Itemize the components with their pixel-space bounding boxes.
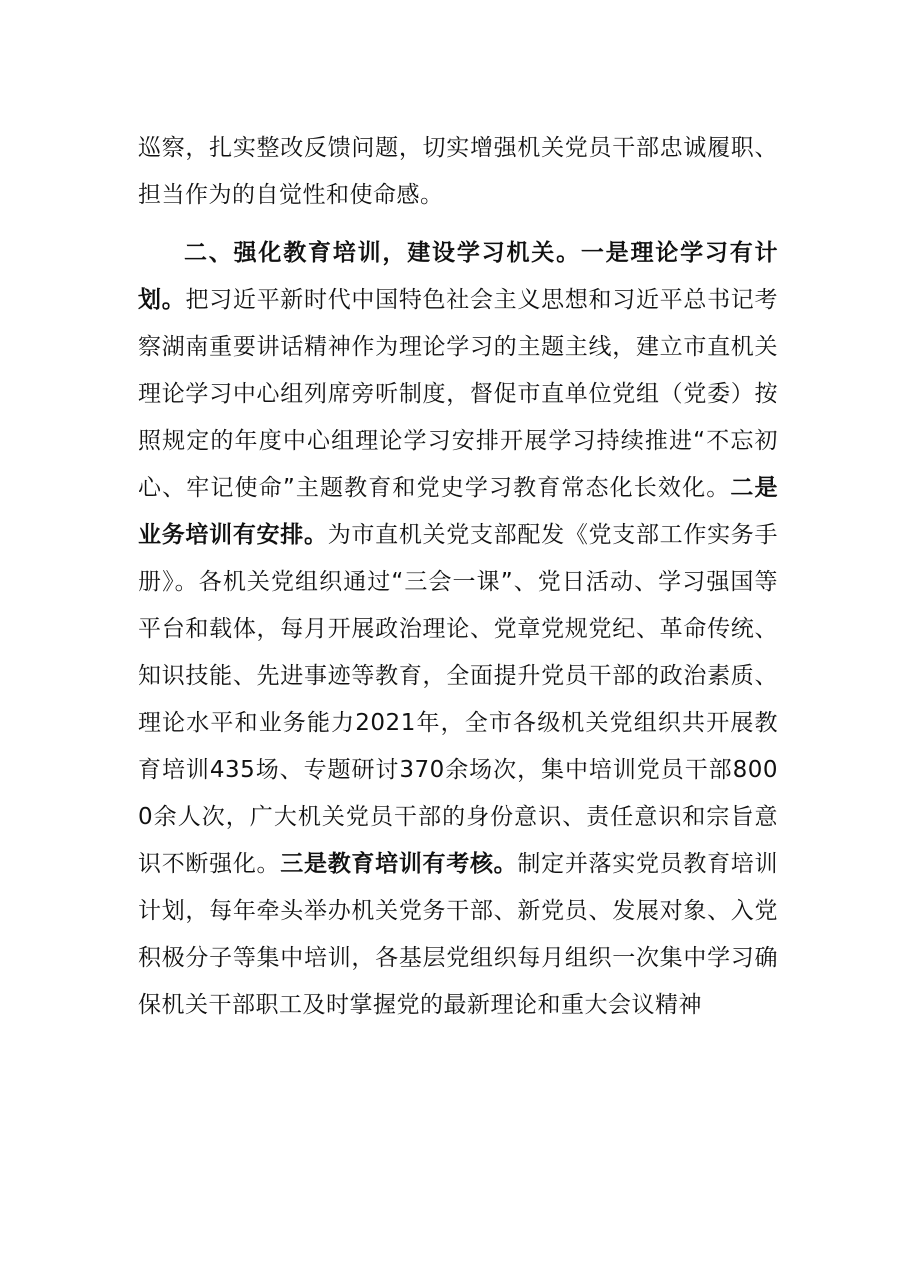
paragraph-2 <box>138 230 778 1029</box>
paragraph-1-text: 巡察，扎实整改反馈问题，切实增强机关党员干部忠诚履职、担当作为的自觉性和使命感。 <box>138 135 778 208</box>
paragraph-1 <box>138 125 778 219</box>
paragraph-2-text-1: 把习近平新时代中国特色社会主义思想和习近平总书记考察湖南重要讲话精神作为理论学习的主题主线，建立市直机关理论学习中心组列席旁听制度，督促市直单位党组（党委）按照规定的年度中心组理论学习安排开展学习持续推进“不忘初心、牢记使命”主题教育和党史学习教育常态化长效化。 <box>138 287 779 501</box>
section-heading: 二、强化教育培训，建设学习机关。一是理论学习有计划。 <box>138 240 778 313</box>
subheading-3: 三是教育培训有考核。 <box>280 851 518 877</box>
paragraph-2-text-2: 为市直机关党支部配发《党支部工作实务手册》。各机关党组织通过“三会一课”、党日活动、学习强国等平台和载体，每月开展政治理论、党章党规党纪、革命传统、知识技能、先进事迹等教育，全面提升党员干部的政治素质、理论水平和业务能力2021年，全市各级机关党组织共开展教育培训435场、专题研讨370余场次，集中培训党员干部8000余人次，广大机关党员干部的身份意识、责任意识和宗旨意识不断强化。 <box>138 522 779 877</box>
subheading-2: 二是业务培训有安排。 <box>138 475 778 548</box>
paragraph-2-text-3: 制定并落实党员教育培训计划，每年牵头举办机关党务干部、新党员、发展对象、入党积极分子等集中培训，各基层党组织每月组织一次集中学习确保机关干部职工及时掌握党的最新理论和重大会议精神 <box>138 851 779 1018</box>
